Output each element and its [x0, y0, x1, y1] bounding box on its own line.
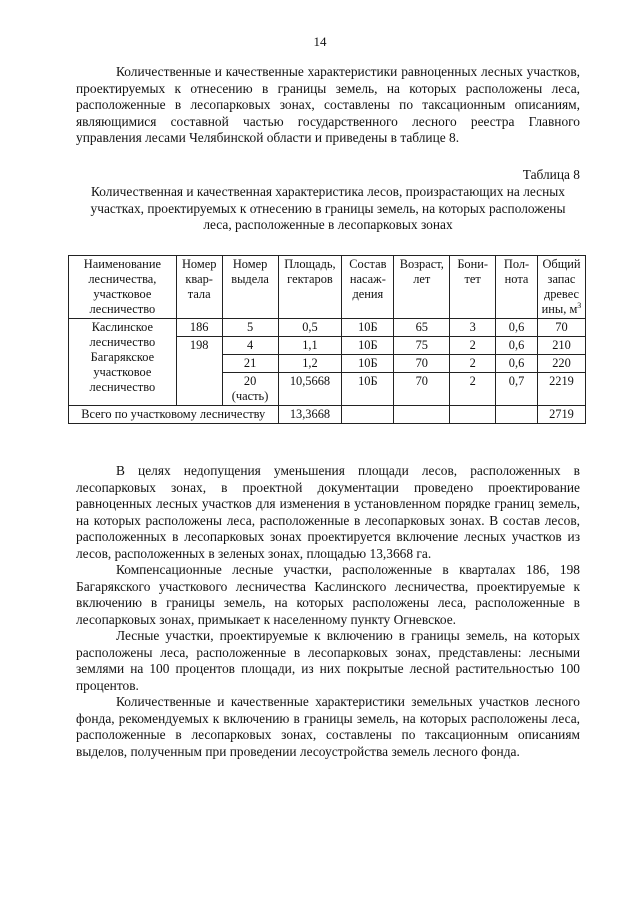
stock-cell: 70 — [537, 319, 585, 337]
header-density: Пол-нота — [496, 256, 538, 319]
stock-cell: 210 — [537, 337, 585, 355]
density-cell: 0,6 — [496, 337, 538, 355]
age-cell: 75 — [394, 337, 450, 355]
paragraph: Компенсационные лесные участки, расположенные в кварталах 186, 198 Багарякского участкового лесничества Каслинского лесничества, проектируемые к включению в границы земель, на которых расположены леса, расположенные в лесопарковых зонах, примыкает к населенному пункту Огневское. — [76, 562, 580, 627]
quarter-cell: 186 — [176, 319, 222, 337]
age-cell: 70 — [394, 355, 450, 373]
table-row — [69, 319, 586, 337]
table-caption: Количественная и качественная характеристика лесов, произрастающих на лесных участках, проектируемых к отнесению в границы земель, на которых расположены леса, расположенные в лесопарковых зонах — [90, 184, 566, 232]
composition-cell: 10Б — [342, 337, 394, 355]
area-cell: 1,2 — [278, 355, 342, 373]
forestry-name-cell: Каслинское лесничество Багарякское участковое лесничество — [69, 319, 177, 406]
empty-cell — [342, 406, 394, 424]
section-cell: 21 — [222, 355, 278, 373]
header-composition: Состав насаж-дения — [342, 256, 394, 319]
empty-cell — [394, 406, 450, 424]
header-name: Наименование лесничества, участковое лесничество — [69, 256, 177, 319]
density-cell: 0,7 — [496, 373, 538, 406]
header-age: Возраст, лет — [394, 256, 450, 319]
table-label: Таблица 8 — [522, 167, 580, 182]
age-cell: 70 — [394, 373, 450, 406]
bonitet-cell: 3 — [450, 319, 496, 337]
area-cell: 0,5 — [278, 319, 342, 337]
section-cell: 4 — [222, 337, 278, 355]
total-area-cell: 13,3668 — [278, 406, 342, 424]
table-total-row — [69, 406, 586, 424]
paragraph: Лесные участки, проектируемые к включению в границы земель, на которых расположены леса, расположенные в лесопарковых зонах, представлены: лесными землями на 100 процентов площади, из них покрытые лесной растительностью 100 процентов. — [76, 628, 580, 693]
area-cell: 1,1 — [278, 337, 342, 355]
total-label-cell: Всего по участковому лесничеству — [69, 406, 279, 424]
intro-paragraph: Количественные и качественные характеристики равноценных лесных участков, проектируемых к отнесению в границы земель, на которых расположены леса, расположенные в лесопарковых зонах, составлены по таксационным описаниям, являющимися составной частью государственного лесного реестра Главного управления лесами Челябинской области и приведены в таблице 8. — [76, 64, 580, 145]
paragraph: Количественные и качественные характеристики земельных участков лесного фонда, рекомендуемых к включению в границы земель, на которых расположены леса, расположенные в лесопарковых зонах, составлены по таксационным описаниям выделов, полученным при проведении лесоустройства земель лесного фонда. — [76, 694, 580, 759]
bonitet-cell: 2 — [450, 355, 496, 373]
header-bonitet: Бони-тет — [450, 256, 496, 319]
stock-cell: 220 — [537, 355, 585, 373]
header-section: Номер выдела — [222, 256, 278, 319]
table-header-row — [69, 256, 586, 319]
empty-cell — [496, 406, 538, 424]
quarter-cell: 198 — [176, 337, 222, 406]
stock-cell: 2219 — [537, 373, 585, 406]
total-stock-cell: 2719 — [537, 406, 585, 424]
body-text — [76, 463, 580, 760]
stock-unit-superscript: 3 — [577, 300, 582, 310]
section-cell: 20 (часть) — [222, 373, 278, 406]
page-number: 14 — [313, 34, 327, 49]
bonitet-cell: 2 — [450, 337, 496, 355]
paragraph: В целях недопущения уменьшения площади лесов, расположенных в лесопарковых зонах, в проектной документации проведено проектирование равноценных лесных участков для изменения в установленном порядке границ земель, на которых расположены леса, расположенные в лесопарковых зонах. В состав лесов, расположенных в лесопарковых зонах проектируется включение лесных участков из лесов, расположенных в зеленых зонах, площадью 13,3668 га. — [76, 463, 580, 561]
empty-cell — [450, 406, 496, 424]
header-stock: Общий запас древес ины, $м^3$ — [537, 256, 585, 319]
age-cell: 65 — [394, 319, 450, 337]
area-cell: 10,5668 — [278, 373, 342, 406]
header-quarter: Номер квар-тала — [176, 256, 222, 319]
bonitet-cell: 2 — [450, 373, 496, 406]
composition-cell: 10Б — [342, 319, 394, 337]
composition-cell: 10Б — [342, 355, 394, 373]
header-area: Площадь, гектаров — [278, 256, 342, 319]
density-cell: 0,6 — [496, 319, 538, 337]
forest-characteristics-table — [68, 255, 586, 424]
composition-cell: 10Б — [342, 373, 394, 406]
density-cell: 0,6 — [496, 355, 538, 373]
section-cell: 5 — [222, 319, 278, 337]
